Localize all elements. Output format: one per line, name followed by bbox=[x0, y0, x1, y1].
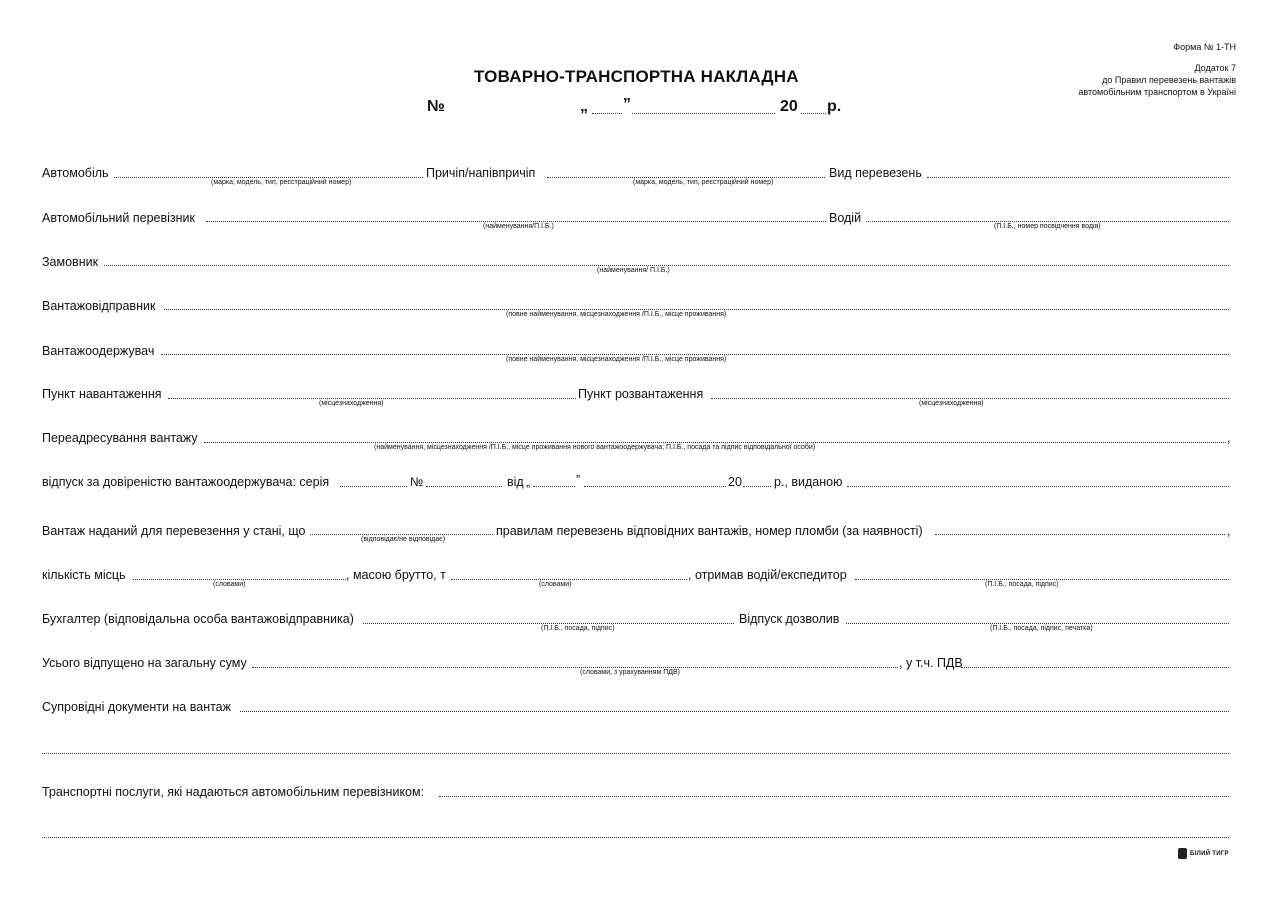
date-quote-close: ” bbox=[623, 96, 631, 113]
driver-field[interactable] bbox=[866, 221, 1229, 222]
shipper-label: Вантажовідправник bbox=[42, 299, 156, 313]
publisher-logo: БІЛИЙ ТИГР bbox=[1190, 851, 1229, 857]
date-month-field[interactable] bbox=[632, 113, 775, 114]
gross-field[interactable] bbox=[451, 579, 687, 580]
places-hint: (словами) bbox=[213, 581, 246, 588]
redirect-comma: , bbox=[1227, 431, 1231, 445]
redirect-label: Переадресування вантажу bbox=[42, 431, 198, 445]
unloading-point-field[interactable] bbox=[711, 398, 1229, 399]
unloading-hint: (місцезнаходження) bbox=[919, 400, 984, 407]
received-label: , отримав водій/експедитор bbox=[688, 568, 847, 582]
docs-field-line2[interactable] bbox=[42, 753, 1229, 754]
received-hint: (П.І.Б., посада, підпис) bbox=[985, 581, 1059, 588]
vat-label: , у т.ч. ПДВ bbox=[899, 656, 963, 670]
permitted-label: Відпуск дозволив bbox=[739, 612, 840, 626]
year-prefix: 20 bbox=[780, 98, 798, 115]
customer-label: Замовник bbox=[42, 255, 99, 269]
car-label: Автомобіль bbox=[42, 166, 109, 180]
customer-field[interactable] bbox=[104, 265, 1229, 266]
loading-hint: (місцезнаходження) bbox=[319, 400, 384, 407]
gross-hint: (словами) bbox=[539, 581, 572, 588]
proxy-day-field[interactable] bbox=[533, 486, 575, 487]
services-field-line2[interactable] bbox=[42, 837, 1229, 838]
trailer-hint: (марка, модель, тип, реєстраційний номер) bbox=[633, 179, 774, 186]
shipper-hint: (повне найменування, місцезнаходження /П.І.Б., місце проживання) bbox=[506, 311, 727, 318]
loading-point-field[interactable] bbox=[168, 398, 576, 399]
condition-label: Вантаж наданий для перевезення у стані, що bbox=[42, 524, 306, 538]
proxy-no-label: № bbox=[410, 475, 424, 489]
redirect-hint: (найменування, місцезнаходження /П.І.Б., місце проживання нового вантажоодержувача; П.І.Б., посада та підпис відповідальної особи) bbox=[374, 444, 816, 451]
loading-point-label: Пункт навантаження bbox=[42, 387, 162, 401]
gross-label: , масою брутто, т bbox=[346, 568, 446, 582]
total-hint: (словами, з урахуванням ПДВ) bbox=[580, 669, 680, 676]
trailer-field[interactable] bbox=[547, 177, 825, 178]
proxy-series-field[interactable] bbox=[340, 486, 407, 487]
proxy-label: відпуск за довіреністю вантажоодержувача: серія bbox=[42, 475, 330, 489]
received-field[interactable] bbox=[855, 579, 1229, 580]
services-label: Транспортні послуги, які надаються автомобільним перевізником: bbox=[42, 785, 425, 799]
carrier-hint: (найменування/П.І.Б.) bbox=[483, 223, 554, 230]
appendix-line3: автомобільним транспортом в Україні bbox=[1078, 87, 1236, 97]
proxy-quote-close: ” bbox=[576, 473, 581, 487]
form-number: Форма № 1-ТН bbox=[1173, 42, 1236, 52]
permitted-hint: (П.І.Б., посада, підпис, печатка) bbox=[990, 625, 1093, 632]
driver-label: Водій bbox=[829, 211, 862, 225]
date-quote-open: „ bbox=[580, 98, 588, 115]
vat-field[interactable] bbox=[961, 667, 1229, 668]
carrier-label: Автомобільний перевізник bbox=[42, 211, 195, 225]
number-sign: № bbox=[427, 98, 445, 115]
appendix-label: Додаток 7 bbox=[1194, 63, 1236, 73]
places-field[interactable] bbox=[133, 579, 346, 580]
consignee-field[interactable] bbox=[161, 354, 1229, 355]
proxy-year-prefix: 20 bbox=[728, 475, 742, 489]
total-field[interactable] bbox=[252, 667, 898, 668]
rules-comma: , bbox=[1227, 524, 1231, 538]
services-field[interactable] bbox=[439, 796, 1229, 797]
customer-hint: (найменування/ П.І.Б.) bbox=[597, 267, 670, 274]
condition-hint: (відповідає/не відповідає) bbox=[361, 536, 446, 543]
shipper-field[interactable] bbox=[164, 309, 1229, 310]
seal-number-field[interactable] bbox=[935, 534, 1225, 535]
proxy-issued-label: р., виданою bbox=[774, 475, 843, 489]
document-title: ТОВАРНО-ТРАНСПОРТНА НАКЛАДНА bbox=[474, 67, 799, 86]
car-field[interactable] bbox=[114, 177, 423, 178]
proxy-year-field[interactable] bbox=[743, 486, 771, 487]
docs-field[interactable] bbox=[240, 711, 1229, 712]
proxy-month-field[interactable] bbox=[584, 486, 726, 487]
proxy-number-field[interactable] bbox=[426, 486, 502, 487]
transport-type-field[interactable] bbox=[927, 177, 1229, 178]
driver-hint: (П.І.Б., номер посвідчення водія) bbox=[994, 223, 1101, 230]
proxy-issued-field[interactable] bbox=[847, 486, 1229, 487]
proxy-from-label: від bbox=[507, 475, 524, 489]
redirect-field[interactable] bbox=[204, 442, 1226, 443]
accountant-hint: (П.І.Б., посада, підпис) bbox=[541, 625, 615, 632]
transport-type-label: Вид перевезень bbox=[829, 166, 922, 180]
unloading-point-label: Пункт розвантаження bbox=[578, 387, 704, 401]
consignee-hint: (повне найменування, місцезнаходження /П.І.Б., місце проживання) bbox=[506, 356, 727, 363]
car-hint: (марка, модель, тип, реєстраційний номер) bbox=[211, 179, 352, 186]
trailer-label: Причіп/напівпричіп bbox=[426, 166, 536, 180]
condition-field[interactable] bbox=[310, 534, 493, 535]
total-label: Усього відпущено на загальну суму bbox=[42, 656, 247, 670]
date-day-field[interactable] bbox=[592, 113, 622, 114]
permitted-field[interactable] bbox=[846, 623, 1229, 624]
consignee-label: Вантажоодержувач bbox=[42, 344, 155, 358]
rules-label: правилам перевезень відповідних вантажів, номер пломби (за наявності) bbox=[496, 524, 923, 538]
proxy-quote-open: „ bbox=[526, 475, 531, 489]
docs-label: Супровідні документи на вантаж bbox=[42, 700, 231, 714]
appendix-line2: до Правил перевезень вантажів bbox=[1102, 75, 1236, 85]
year-suffix: р. bbox=[827, 98, 842, 115]
places-label: кількість місць bbox=[42, 568, 126, 582]
carrier-field[interactable] bbox=[206, 221, 826, 222]
date-year-field[interactable] bbox=[801, 113, 826, 114]
tiger-logo-icon bbox=[1178, 848, 1187, 859]
accountant-field[interactable] bbox=[363, 623, 734, 624]
accountant-label: Бухгалтер (відповідальна особа вантажовідправника) bbox=[42, 612, 354, 626]
